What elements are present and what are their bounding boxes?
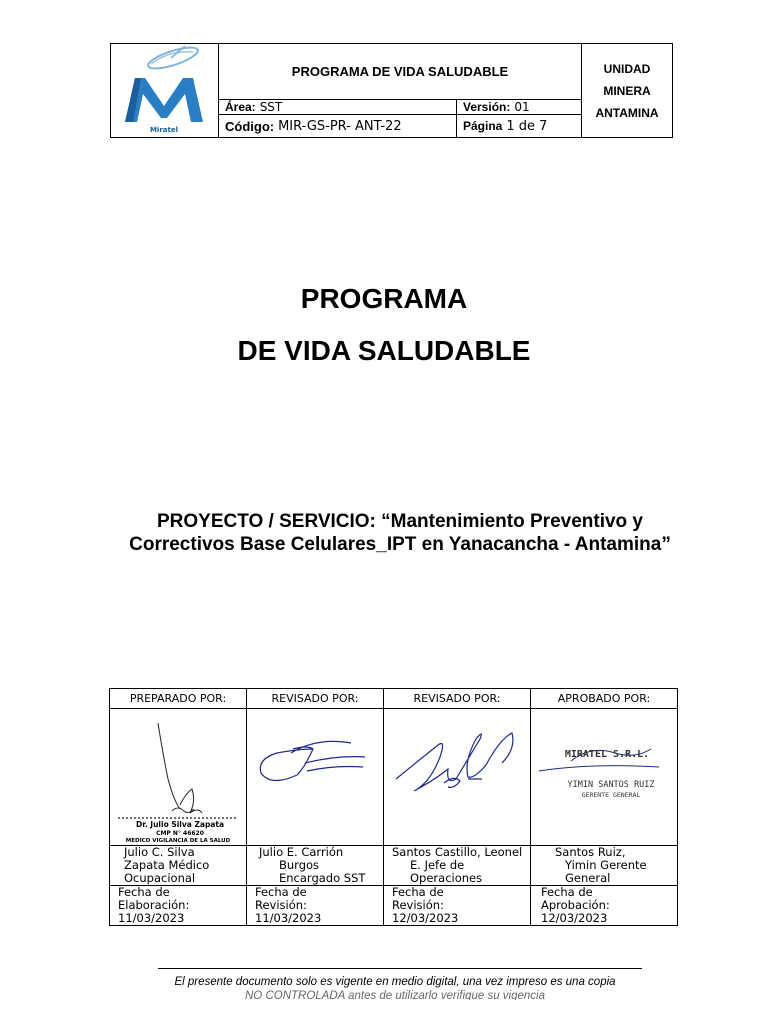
unit-name: UNIDAD MINERA ANTAMINA bbox=[595, 61, 659, 120]
footer-note bbox=[150, 975, 640, 1000]
area-field bbox=[219, 100, 457, 115]
area-label: Área: bbox=[225, 100, 256, 114]
date-reviewed-2: Fecha de Revisión: 12/03/2023 bbox=[384, 886, 531, 926]
approval-header-row bbox=[110, 689, 678, 709]
svg-text:CMP N° 46620: CMP N° 46620 bbox=[156, 830, 204, 837]
svg-text:YIMIN SANTOS RUIZ: YIMIN SANTOS RUIZ bbox=[567, 780, 655, 790]
company-logo bbox=[111, 44, 219, 137]
approval-table bbox=[109, 688, 678, 926]
code-field bbox=[219, 115, 457, 137]
version-label: Versión: bbox=[463, 100, 511, 114]
header-title: PROGRAMA DE VIDA SALUDABLE bbox=[219, 44, 582, 100]
version-value: 01 bbox=[514, 100, 530, 114]
signature-prepared bbox=[110, 709, 247, 846]
signer-names-row bbox=[110, 846, 678, 886]
footer-line-1: El presente documento solo es vigente en medio digital, una vez impreso es una copia bbox=[174, 976, 616, 988]
reviewed-by-header-2: REVISADO POR: bbox=[384, 689, 531, 709]
svg-text:MEDICO VIGILANCIA DE LA SALUD: MEDICO VIGILANCIA DE LA SALUD bbox=[125, 838, 231, 844]
signature-reviewed-1 bbox=[247, 709, 384, 846]
date-prepared: Fecha de Elaboración: 11/03/2023 bbox=[110, 886, 247, 926]
code-label: Código: bbox=[225, 118, 275, 134]
signature-row bbox=[110, 709, 678, 846]
svg-text:GERENTE GENERAL: GERENTE GENERAL bbox=[581, 791, 641, 799]
signer-name-reviewed-1: Julio E. Carrión Burgos Encargado SST bbox=[247, 846, 384, 886]
signer-name-reviewed-2: Santos Castillo, Leonel E. Jefe de Operaciones bbox=[384, 846, 531, 886]
code-value: MIR-GS-PR- ANT-22 bbox=[278, 118, 402, 134]
version-field bbox=[457, 100, 582, 115]
approved-by-header: APROBADO POR: bbox=[531, 689, 678, 709]
document-title bbox=[0, 280, 768, 384]
page-field bbox=[457, 115, 582, 137]
signature-reviewed-2 bbox=[384, 709, 531, 846]
footer-line-2: NO CONTROLADA antes de utilizarlo verifique su vigencia bbox=[245, 990, 545, 1000]
signer-name-approved: Santos Ruiz, Yimin Gerente General bbox=[531, 846, 678, 886]
svg-text:MIRATEL S.R.L.: MIRATEL S.R.L. bbox=[564, 749, 650, 760]
page-value: 1 de 7 bbox=[506, 118, 548, 134]
area-value: SST bbox=[259, 100, 283, 114]
date-reviewed-1: Fecha de Revisión: 11/03/2023 bbox=[247, 886, 384, 926]
title-line-1: PROGRAMA bbox=[300, 283, 468, 314]
document-header bbox=[110, 43, 673, 138]
date-approved: Fecha de Aprobación: 12/03/2023 bbox=[531, 886, 678, 926]
prepared-by-header: PREPARADO POR: bbox=[110, 689, 247, 709]
svg-text:Miratel: Miratel bbox=[149, 126, 179, 134]
page-label: Página bbox=[463, 119, 503, 133]
signature-approved bbox=[531, 709, 678, 846]
footer-divider bbox=[158, 968, 642, 969]
dates-row bbox=[110, 886, 678, 926]
title-line-2: DE VIDA SALUDABLE bbox=[237, 335, 531, 366]
svg-text:Dr. Julio Silva Zapata: Dr. Julio Silva Zapata bbox=[135, 820, 225, 829]
signer-name-prepared: Julio C. Silva Zapata Médico Ocupacional bbox=[110, 846, 247, 886]
reviewed-by-header: REVISADO POR: bbox=[247, 689, 384, 709]
project-service-text: PROYECTO / SERVICIO: “Mantenimiento Preventivo y Correctivos Base Celulares_IPT en Yanacancha - Antamina” bbox=[129, 511, 671, 555]
